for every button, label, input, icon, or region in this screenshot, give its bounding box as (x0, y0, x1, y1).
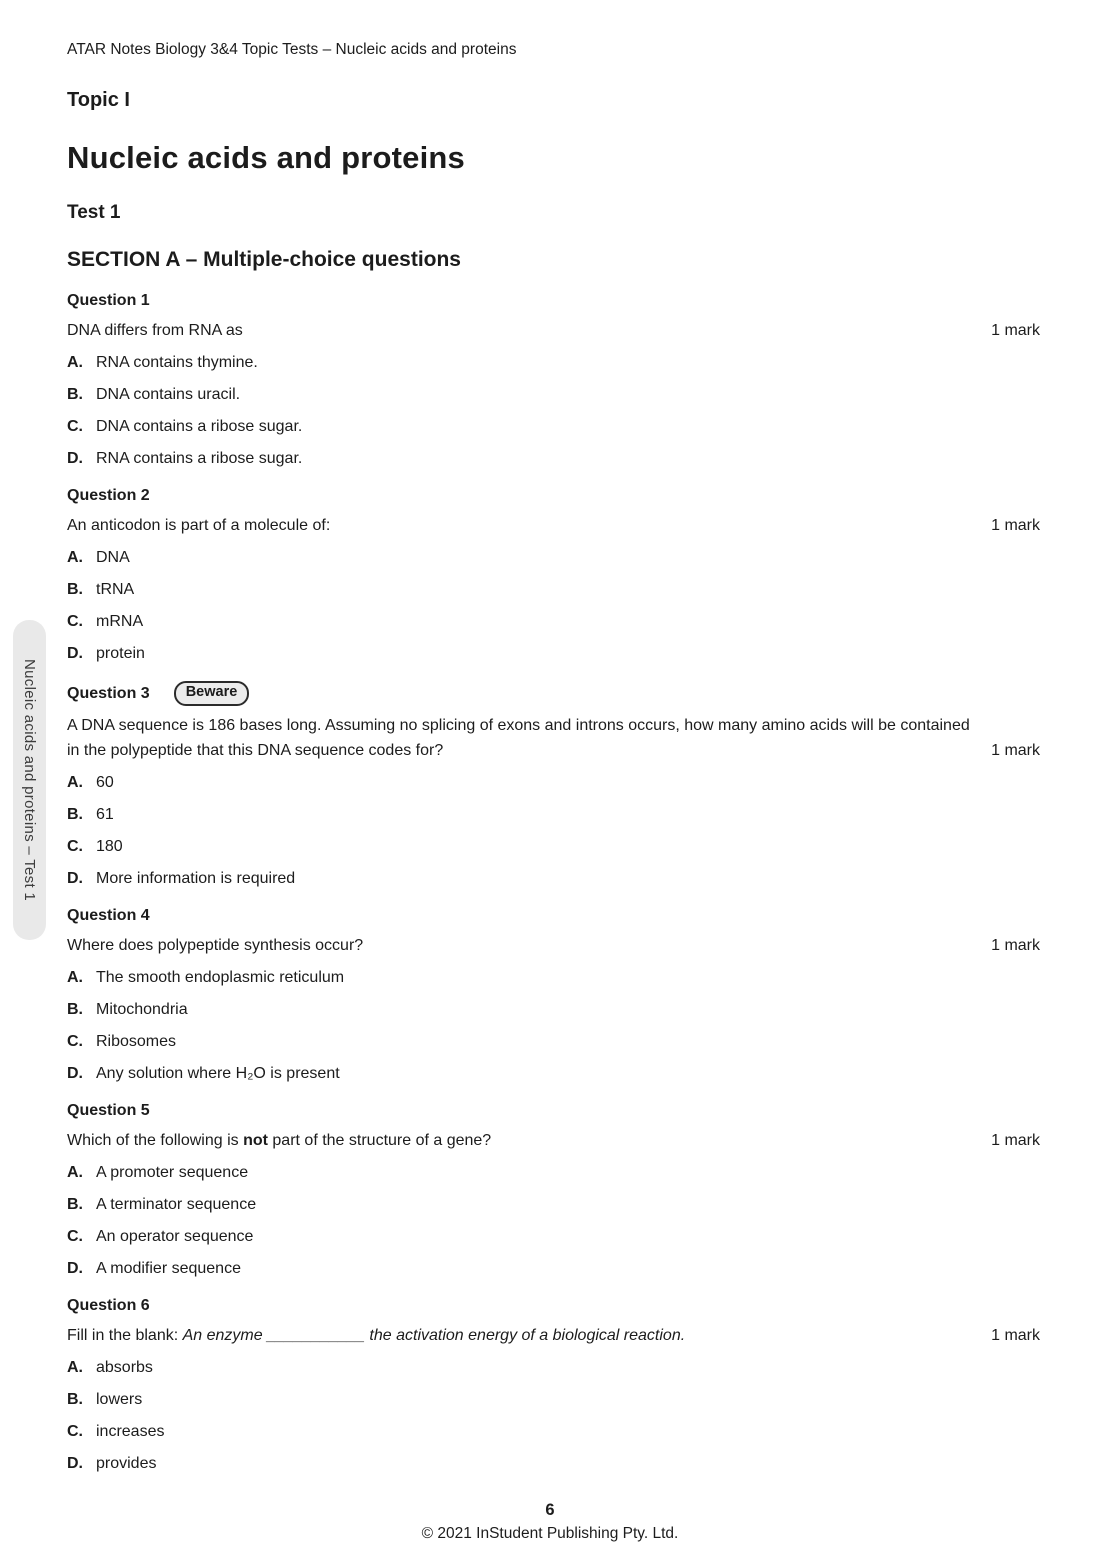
option-text: 180 (96, 838, 123, 855)
question-3-label: Question 3 (67, 684, 150, 702)
option-row (67, 805, 1040, 824)
question-4-marks: 1 mark (991, 937, 1040, 954)
question-4-heading (67, 906, 1040, 926)
option-row (67, 837, 1040, 856)
option-letter: B. (67, 386, 83, 403)
option-row (67, 385, 1040, 404)
option-letter: A. (67, 1164, 83, 1181)
option-row (67, 353, 1040, 372)
question-1-prompt: DNA differs from RNA as (67, 322, 243, 339)
option-text: DNA (96, 549, 130, 566)
question-2-prompt: An anticodon is part of a molecule of: (67, 517, 331, 534)
option-row (67, 1259, 1040, 1278)
option-text: An operator sequence (96, 1228, 254, 1245)
question-5-marks: 1 mark (991, 1132, 1040, 1149)
question-block-2 (67, 486, 1040, 663)
option-text: A promoter sequence (96, 1164, 249, 1181)
option-letter: B. (67, 581, 83, 598)
option-letter: A. (67, 774, 83, 791)
beware-badge: Beware (174, 681, 250, 706)
question-6-label: Question 6 (67, 1297, 150, 1314)
option-text: lowers (96, 1391, 143, 1408)
question-3-prompt-row (67, 713, 1040, 763)
question-block-4 (67, 906, 1040, 1083)
test-label: Test 1 (67, 202, 121, 223)
question-5-prompt: Which of the following is not part of the structure of a gene? (67, 1132, 492, 1149)
chapter-tab-label: Nucleic acids and proteins – Test 1 (21, 658, 38, 902)
question-block-5 (67, 1101, 1040, 1278)
option-letter: D. (67, 450, 83, 467)
option-row (67, 773, 1040, 792)
option-text: RNA contains thymine. (96, 354, 258, 371)
page-footer (0, 1500, 1100, 1543)
option-text: tRNA (96, 581, 135, 598)
question-2-heading (67, 486, 1040, 506)
option-letter: A. (67, 969, 83, 986)
question-4-prompt-row (67, 933, 1040, 958)
option-row (67, 1000, 1040, 1019)
option-row (67, 1064, 1040, 1083)
option-letter: C. (67, 838, 83, 855)
page-title: Nucleic acids and proteins (67, 140, 465, 175)
option-text: The smooth endoplasmic reticulum (96, 969, 345, 986)
question-2-marks: 1 mark (991, 517, 1040, 534)
option-letter: C. (67, 1228, 83, 1245)
question-3-heading (67, 681, 1040, 706)
option-letter: C. (67, 613, 83, 630)
chapter-tab (13, 620, 46, 940)
option-text: A terminator sequence (96, 1196, 257, 1213)
option-letter: C. (67, 418, 83, 435)
option-text: Ribosomes (96, 1033, 177, 1050)
question-3-marks: 1 mark (991, 742, 1040, 759)
option-letter: B. (67, 1001, 83, 1018)
option-text: increases (96, 1423, 165, 1440)
option-row (67, 612, 1040, 631)
option-letter: D. (67, 1065, 83, 1082)
question-4-label: Question 4 (67, 907, 150, 924)
option-row (67, 417, 1040, 436)
page-number: 6 (545, 1501, 555, 1519)
question-4-prompt: Where does polypeptide synthesis occur? (67, 937, 364, 954)
option-text: protein (96, 645, 145, 662)
question-6-prompt-row (67, 1323, 1040, 1348)
question-block-3 (67, 681, 1040, 888)
option-letter: C. (67, 1423, 83, 1440)
option-row (67, 644, 1040, 663)
option-letter: D. (67, 870, 83, 887)
question-6-heading (67, 1296, 1040, 1316)
question-block-6 (67, 1296, 1040, 1473)
question-6-marks: 1 mark (991, 1327, 1040, 1344)
option-letter: B. (67, 806, 83, 823)
option-row (67, 1390, 1040, 1409)
question-1-heading (67, 291, 1040, 311)
question-block-1 (67, 291, 1040, 468)
question-5-label: Question 5 (67, 1102, 150, 1119)
option-text: 60 (96, 774, 114, 791)
topic-label: Topic I (67, 89, 130, 111)
option-row (67, 1454, 1040, 1473)
option-row (67, 1358, 1040, 1377)
section-heading: SECTION A – Multiple-choice questions (67, 248, 461, 271)
option-letter: D. (67, 645, 83, 662)
option-row (67, 869, 1040, 888)
option-text: RNA contains a ribose sugar. (96, 450, 303, 467)
option-letter: B. (67, 1196, 83, 1213)
option-row (67, 1163, 1040, 1182)
copyright-notice: © 2021 InStudent Publishing Pty. Ltd. (421, 1525, 679, 1542)
option-row (67, 1227, 1040, 1246)
option-text: absorbs (96, 1359, 153, 1376)
option-text: mRNA (96, 613, 144, 630)
question-3-prompt: A DNA sequence is 186 bases long. Assuming no splicing of exons and introns occurs, how many amino acids will be contained in the polypeptide that this DNA sequence codes for? (67, 717, 970, 759)
option-text: A modifier sequence (96, 1260, 241, 1277)
question-5-heading (67, 1101, 1040, 1121)
question-6-prompt: Fill in the blank: An enzyme ___________ the activation energy of a biological reaction. (67, 1327, 686, 1344)
option-letter: A. (67, 354, 83, 371)
question-5-prompt-row (67, 1128, 1040, 1153)
question-1-marks: 1 mark (991, 322, 1040, 339)
question-2-prompt-row (67, 513, 1040, 538)
option-text: Mitochondria (96, 1001, 188, 1018)
option-letter: A. (67, 1359, 83, 1376)
option-letter: C. (67, 1033, 83, 1050)
option-text: 61 (96, 806, 114, 823)
option-text: More information is required (96, 870, 296, 887)
option-text: Any solution where H₂O is present (96, 1065, 340, 1082)
option-letter: B. (67, 1391, 83, 1408)
option-row (67, 580, 1040, 599)
option-text: provides (96, 1455, 157, 1472)
question-1-label: Question 1 (67, 292, 150, 309)
option-row (67, 1032, 1040, 1051)
option-letter: A. (67, 549, 83, 566)
option-text: DNA contains uracil. (96, 386, 241, 403)
option-row (67, 1422, 1040, 1441)
option-row (67, 968, 1040, 987)
page-content (67, 40, 1040, 1473)
question-2-label: Question 2 (67, 487, 150, 504)
running-header: ATAR Notes Biology 3&4 Topic Tests – Nucleic acids and proteins (67, 41, 517, 58)
option-text: DNA contains a ribose sugar. (96, 418, 303, 435)
option-letter: D. (67, 1260, 83, 1277)
option-letter: D. (67, 1455, 83, 1472)
question-1-prompt-row (67, 318, 1040, 343)
option-row (67, 449, 1040, 468)
option-row (67, 1195, 1040, 1214)
option-row (67, 548, 1040, 567)
